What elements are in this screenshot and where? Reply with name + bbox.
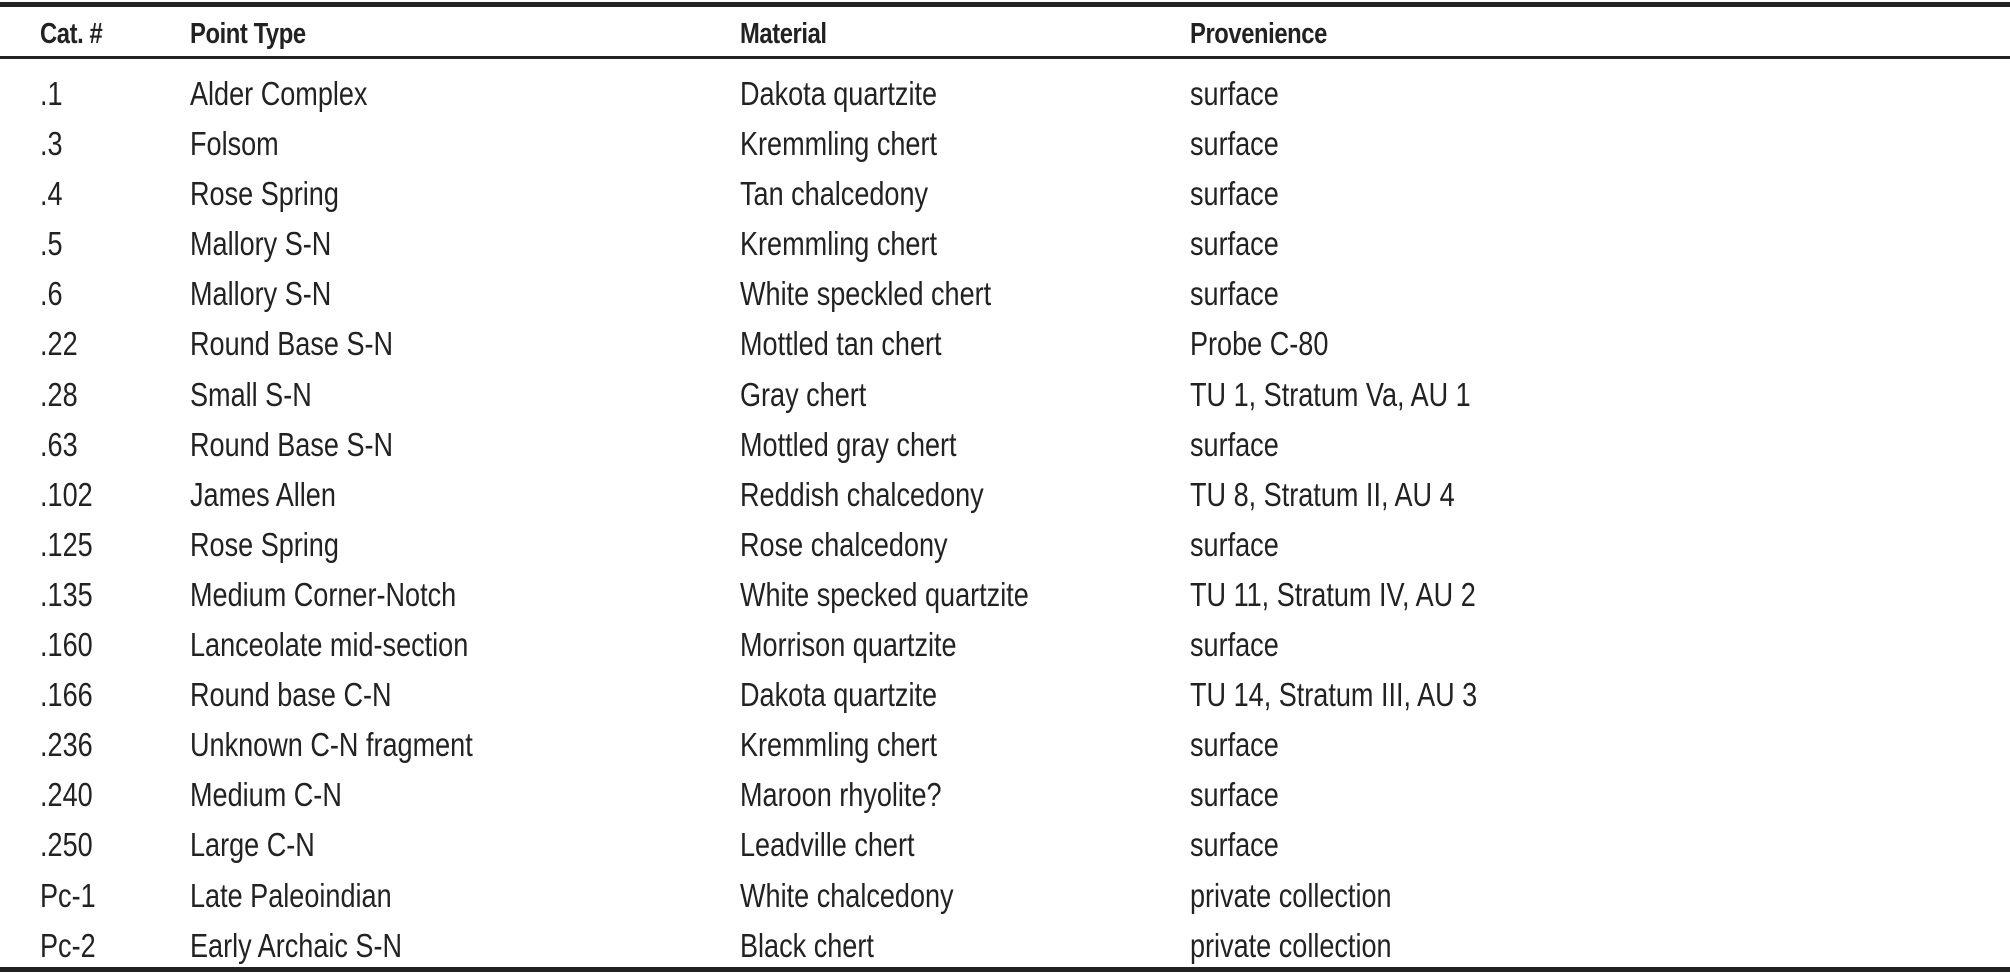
- table-row: [0, 523, 2010, 573]
- table-header: [0, 7, 2010, 56]
- point-type-cell: Medium C-N: [190, 776, 342, 814]
- point-type-cell: Round base C-N: [190, 676, 392, 714]
- table-header-rule: [0, 56, 2010, 59]
- material-cell: Kremmling chert: [740, 726, 937, 764]
- column-header-cat-number: Cat. #: [40, 18, 103, 50]
- provenience-cell: private collection: [1190, 876, 1392, 914]
- table-row: [0, 823, 2010, 873]
- material-cell: Kremmling chert: [740, 225, 937, 263]
- point-type-cell: James Allen: [190, 475, 336, 513]
- cat-number-cell: .125: [40, 525, 93, 563]
- table-row: [0, 122, 2010, 172]
- cat-number-cell: .250: [40, 826, 93, 864]
- material-cell: White speckled chert: [740, 275, 992, 313]
- cat-number-cell: Pc-2: [40, 926, 96, 964]
- material-cell: Kremmling chert: [740, 125, 937, 163]
- material-cell: Rose chalcedony: [740, 525, 948, 563]
- column-header-provenience: Provenience: [1190, 18, 1327, 50]
- material-cell: Gray chert: [740, 375, 867, 413]
- provenience-cell: surface: [1190, 726, 1279, 764]
- provenience-cell: TU 11, Stratum IV, AU 2: [1190, 575, 1476, 613]
- point-type-cell: Lanceolate mid-section: [190, 626, 469, 664]
- table-row: [0, 623, 2010, 673]
- provenience-cell: TU 1, Stratum Va, AU 1: [1190, 375, 1471, 413]
- table-row: [0, 172, 2010, 222]
- cat-number-cell: Pc-1: [40, 876, 96, 914]
- point-type-cell: Unknown C-N fragment: [190, 726, 473, 764]
- cat-number-cell: .135: [40, 575, 93, 613]
- provenience-cell: surface: [1190, 275, 1279, 313]
- cat-number-cell: .240: [40, 776, 93, 814]
- table-row: [0, 222, 2010, 272]
- cat-number-cell: .28: [40, 375, 78, 413]
- material-cell: Maroon rhyolite?: [740, 776, 942, 814]
- point-type-cell: Round Base S-N: [190, 325, 394, 363]
- point-type-cell: Folsom: [190, 125, 279, 163]
- provenience-cell: surface: [1190, 175, 1279, 213]
- table-bottom-rule: [0, 967, 2010, 972]
- provenience-cell: TU 8, Stratum II, AU 4: [1190, 475, 1455, 513]
- point-type-cell: Medium Corner-Notch: [190, 575, 457, 613]
- cat-number-cell: .236: [40, 726, 93, 764]
- table-row: [0, 322, 2010, 372]
- cat-number-cell: .160: [40, 626, 93, 664]
- point-type-cell: Alder Complex: [190, 75, 368, 112]
- provenience-cell: surface: [1190, 826, 1279, 864]
- table-row: [0, 573, 2010, 623]
- table-row: [0, 673, 2010, 723]
- cat-number-cell: .1: [40, 75, 63, 112]
- table-row: [0, 723, 2010, 773]
- cat-number-cell: .102: [40, 475, 93, 513]
- point-type-cell: Rose Spring: [190, 175, 339, 213]
- cat-number-cell: .3: [40, 125, 63, 163]
- point-type-cell: Mallory S-N: [190, 225, 332, 263]
- provenience-cell: surface: [1190, 626, 1279, 664]
- point-type-cell: Late Paleoindian: [190, 876, 392, 914]
- material-cell: Tan chalcedony: [740, 175, 929, 213]
- material-cell: Reddish chalcedony: [740, 475, 984, 513]
- table-row: [0, 473, 2010, 523]
- cat-number-cell: .22: [40, 325, 78, 363]
- material-cell: Dakota quartzite: [740, 676, 938, 714]
- cat-number-cell: .166: [40, 676, 93, 714]
- material-cell: Mottled gray chert: [740, 425, 957, 463]
- table-row: [0, 373, 2010, 423]
- point-type-cell: Early Archaic S-N: [190, 926, 403, 964]
- provenience-cell: surface: [1190, 125, 1279, 163]
- cat-number-cell: .4: [40, 175, 63, 213]
- provenience-cell: TU 14, Stratum III, AU 3: [1190, 676, 1478, 714]
- cat-number-cell: .6: [40, 275, 63, 313]
- material-cell: Dakota quartzite: [740, 75, 938, 112]
- table-row: [0, 773, 2010, 823]
- material-cell: Mottled tan chert: [740, 325, 942, 363]
- provenience-cell: surface: [1190, 225, 1279, 263]
- point-type-cell: Large C-N: [190, 826, 315, 864]
- cat-number-cell: .5: [40, 225, 63, 263]
- point-type-cell: Round Base S-N: [190, 425, 394, 463]
- provenience-cell: private collection: [1190, 926, 1392, 964]
- table-row: [0, 72, 2010, 122]
- table-row: [0, 272, 2010, 322]
- point-type-cell: Small S-N: [190, 375, 312, 413]
- provenience-cell: Probe C-80: [1190, 325, 1329, 363]
- table-body: [0, 72, 2010, 974]
- provenience-cell: surface: [1190, 75, 1279, 112]
- material-cell: Morrison quartzite: [740, 626, 957, 664]
- point-type-cell: Rose Spring: [190, 525, 339, 563]
- material-cell: Leadville chert: [740, 826, 915, 864]
- provenience-cell: surface: [1190, 425, 1279, 463]
- table-row: [0, 423, 2010, 473]
- column-header-material: Material: [740, 18, 827, 50]
- material-cell: White specked quartzite: [740, 575, 1029, 613]
- material-cell: Black chert: [740, 926, 874, 964]
- provenience-cell: surface: [1190, 525, 1279, 563]
- material-cell: White chalcedony: [740, 876, 954, 914]
- column-header-point-type: Point Type: [190, 18, 306, 50]
- table-row: [0, 874, 2010, 924]
- point-type-cell: Mallory S-N: [190, 275, 332, 313]
- cat-number-cell: .63: [40, 425, 78, 463]
- provenience-cell: surface: [1190, 776, 1279, 814]
